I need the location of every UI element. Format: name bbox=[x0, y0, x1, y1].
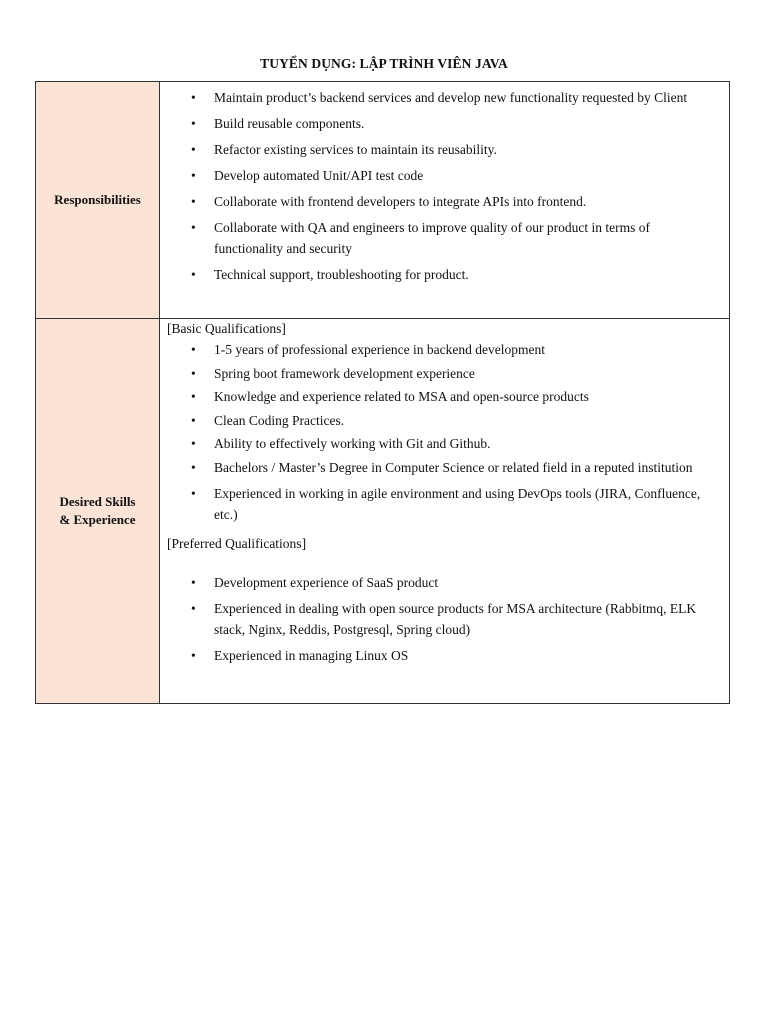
list-item: • Build reusable components. bbox=[160, 113, 729, 134]
list-item: • Ability to effectively working with Git and Github. bbox=[160, 433, 729, 454]
list-item: • Collaborate with QA and engineers to improve quality of our product in terms of functionality and security bbox=[160, 217, 729, 259]
list-item: • Clean Coding Practices. bbox=[160, 410, 729, 431]
list-item: • Experienced in working in agile environment and using DevOps tools (JIRA, Confluence, etc.) bbox=[160, 483, 729, 525]
list-item: • Maintain product’s backend services and develop new functionality requested by Client bbox=[160, 87, 729, 108]
skills-content-cell bbox=[160, 319, 730, 704]
list-item: • Knowledge and experience related to MSA and open-source products bbox=[160, 386, 729, 407]
basic-qualifications-list bbox=[160, 339, 729, 525]
list-item: • Refactor existing services to maintain its reusability. bbox=[160, 139, 729, 160]
list-item: • Experienced in dealing with open source products for MSA architecture (Rabbitmq, ELK stack, Nginx, Reddis, Postgresql, Spring cloud) bbox=[160, 598, 729, 640]
skills-row bbox=[36, 319, 730, 704]
list-item: • Spring boot framework development experience bbox=[160, 363, 729, 384]
preferred-qualifications-list bbox=[160, 572, 729, 666]
document-title: TUYỂN DỤNG: LẬP TRÌNH VIÊN JAVA bbox=[260, 56, 508, 71]
responsibilities-label: Responsibilities bbox=[54, 192, 141, 207]
responsibilities-row bbox=[36, 82, 730, 319]
skills-label-line-1: Desired Skills bbox=[59, 494, 136, 509]
responsibilities-list bbox=[160, 82, 729, 285]
basic-qualifications-heading: [Basic Qualifications] bbox=[167, 321, 286, 336]
list-item: • Collaborate with frontend developers to integrate APIs into frontend. bbox=[160, 191, 729, 212]
preferred-qualifications-heading: [Preferred Qualifications] bbox=[167, 535, 307, 551]
skills-label-line-2: & Experience bbox=[59, 512, 136, 527]
list-item: • Experienced in managing Linux OS bbox=[160, 645, 729, 666]
skills-label-cell bbox=[36, 319, 160, 704]
list-item: • Development experience of SaaS product bbox=[160, 572, 729, 593]
list-item: • Technical support, troubleshooting for product. bbox=[160, 264, 729, 285]
list-item: • Bachelors / Master’s Degree in Computer Science or related field in a reputed institution bbox=[160, 457, 729, 478]
responsibilities-content-cell bbox=[160, 82, 730, 319]
list-item: • 1-5 years of professional experience in backend development bbox=[160, 339, 729, 360]
list-item: • Develop automated Unit/API test code bbox=[160, 165, 729, 186]
responsibilities-label-cell bbox=[36, 82, 160, 319]
job-description-table bbox=[35, 81, 730, 704]
